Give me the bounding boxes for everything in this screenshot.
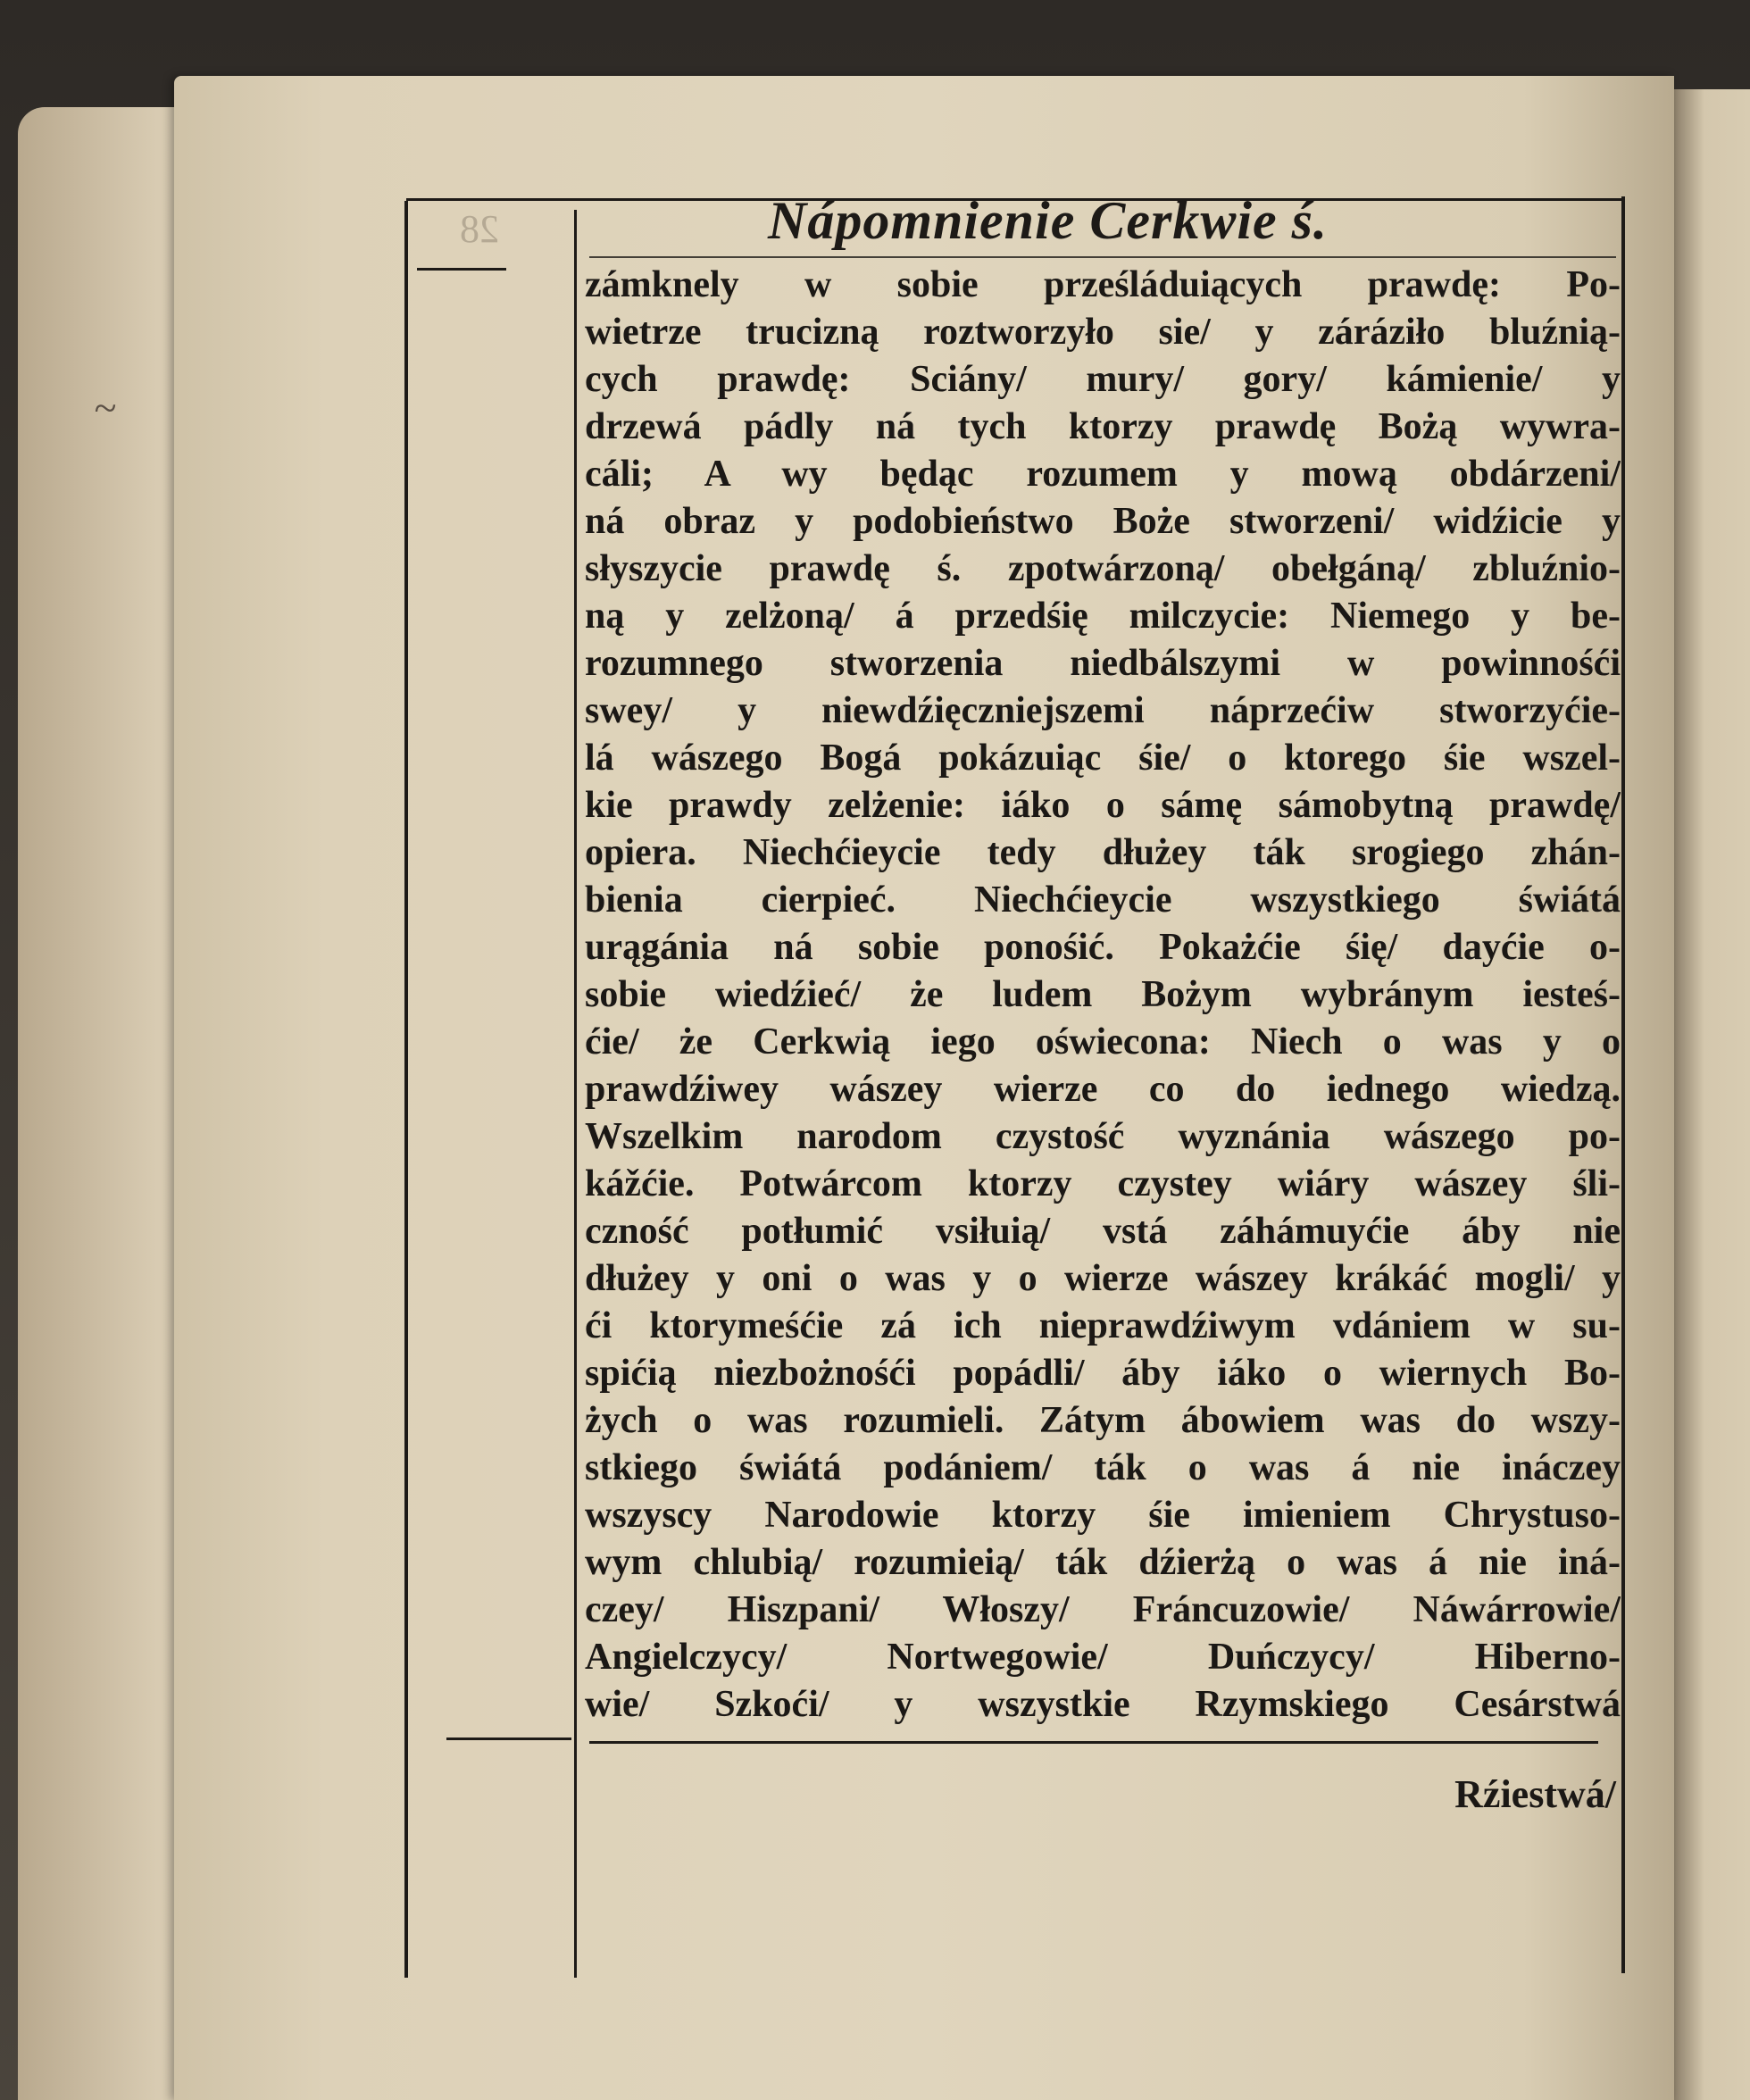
frame-rule-inner-left — [574, 210, 577, 1978]
text-line: sobie wiedźieć/ że ludem Bożym wybránym iesteś- — [585, 974, 1621, 1015]
text-line: wietrze trucizną roztworzyło sie/ y záráziło bluźnią- — [585, 312, 1621, 353]
frame-rule-outer-left — [404, 201, 408, 1978]
text-line: urągánia ná sobie ponośić. Pokażćie śię/ dayćie o- — [585, 927, 1621, 968]
text-line: spićią niezbożnośći popádli/ áby iáko o wiernych Bo- — [585, 1353, 1621, 1394]
text-line: ná obraz y podobieństwo Boże stworzeni/ widźicie y — [585, 501, 1621, 542]
text-line: prawdźiwey wászey wierze co do iednego wiedzą. — [585, 1069, 1621, 1110]
text-line: wym chlubią/ rozumieią/ ták dźierżą o was á nie iná- — [585, 1542, 1621, 1583]
text-line: Angielczycy/ Nortwegowie/ Duńczycy/ Hiberno- — [585, 1637, 1621, 1678]
text-line: swey/ y niewdźięczniejszemi náprzećiw stworzyćie- — [585, 690, 1621, 731]
text-line: cáli; A wy będąc rozumem y mową obdárzeni/ — [585, 454, 1621, 495]
text-line: cych prawdę: Sciány/ mury/ gory/ kámienie/ y — [585, 359, 1621, 400]
text-line: dłużey y oni o was y o wierze wászey krákáć mogli/ y — [585, 1258, 1621, 1299]
text-line: wszyscy Narodowie ktorzy śie imieniem Chrystuso- — [585, 1495, 1621, 1536]
text-line: Wszelkim narodom czystość wyznánia wászego po- — [585, 1116, 1621, 1157]
text-line: opiera. Niechćieycie tedy dłużey ták srogiego zhán- — [585, 832, 1621, 873]
text-line: ći ktorymeśćie zá ich nieprawdźiwym vdániem w su- — [585, 1305, 1621, 1346]
margin-tick-bottom — [446, 1738, 571, 1740]
handwritten-marginalia: ~ — [94, 385, 116, 430]
text-line: kie prawdy zelżenie: iáko o sámę sámobytną prawdę/ — [585, 785, 1621, 826]
text-line: czność potłumić vsiłuią/ vstá záhámuyćie áby nie — [585, 1211, 1621, 1252]
facing-page-edge — [1674, 89, 1750, 2100]
text-line: żych o was rozumieli. Zátym ábowiem was do wszy- — [585, 1400, 1621, 1441]
text-line: bienia cierpieć. Niechćieycie wszystkiego świátá — [585, 879, 1621, 921]
text-line: zámknely w sobie prześláduiących prawdę: Po- — [585, 264, 1621, 305]
text-line: stkiego świátá podániem/ ták o was á nie ináczey — [585, 1447, 1621, 1488]
text-line: wie/ Szkoći/ y wszystkie Rzymskiego Cesárstwá — [585, 1684, 1621, 1725]
text-line: słyszycie prawdę ś. zpotwárzoną/ obełgáną/ zbluźnio- — [585, 548, 1621, 589]
running-header: Nápomnienie Cerkwie ś. — [768, 191, 1329, 250]
text-line: czey/ Hiszpani/ Włoszy/ Fráncuzowie/ Náwárrowie/ — [585, 1589, 1621, 1630]
body-text — [585, 262, 1621, 1729]
text-line: lá wászego Bogá pokázuiąc śie/ o ktorego śie wszel- — [585, 738, 1621, 779]
text-line: drzewá pádly ná tych ktorzy prawdę Bożą wywra- — [585, 406, 1621, 447]
catchword: Rźiestwá/ — [1454, 1772, 1616, 1816]
header-rule — [589, 256, 1616, 258]
text-line: ćie/ że Cerkwią iego oświecona: Niech o was y o — [585, 1021, 1621, 1062]
show-through-page-number: 28 — [460, 207, 499, 251]
text-line: kážćie. Potwárcom ktorzy czystey wiáry wászey śli- — [585, 1163, 1621, 1204]
frame-rule-right — [1621, 196, 1625, 1973]
text-bottom-rule — [589, 1741, 1598, 1744]
text-line: rozumnego stworzenia niedbálszymi w powinnośći — [585, 643, 1621, 684]
margin-tick-top — [417, 268, 506, 271]
text-line: ną y zelżoną/ á przedśię milczycie: Niemego y be- — [585, 596, 1621, 637]
